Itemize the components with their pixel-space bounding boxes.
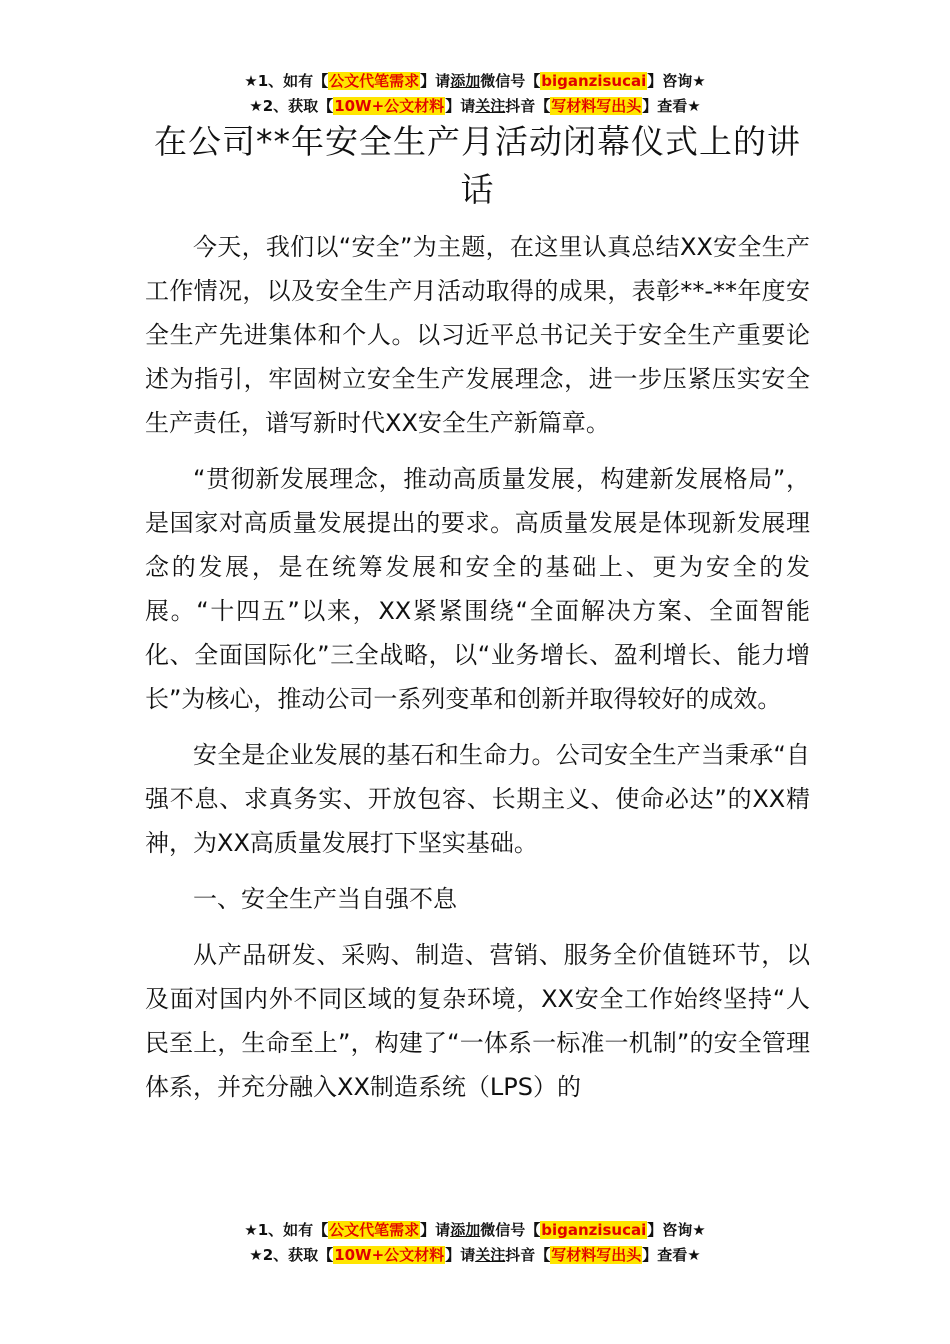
promo-underline: 关注 (475, 97, 506, 115)
promo-highlight: 写材料写出头 (551, 1246, 642, 1264)
document-body (145, 225, 810, 1121)
promo-highlight: 10W+公文材料 (334, 1246, 445, 1264)
promo-banner-bottom (0, 1218, 950, 1268)
promo-highlight: 写材料写出头 (551, 97, 642, 115)
promo-text: ★1、如有【 (244, 1221, 329, 1239)
promo-text: 】请 (420, 1221, 451, 1239)
promo-highlight: 公文代笔需求 (329, 72, 420, 90)
promo-highlight: biganzisucai (541, 72, 647, 90)
promo-text: 】请 (420, 72, 451, 90)
promo-line-1 (0, 1218, 950, 1243)
promo-line-1 (0, 69, 950, 94)
promo-text: 】查看★ (642, 97, 701, 115)
promo-highlight: 10W+公文材料 (334, 97, 445, 115)
promo-text: 】请 (445, 97, 476, 115)
promo-text: 抖音【 (505, 97, 551, 115)
paragraph: 今天，我们以“安全”为主题，在这里认真总结XX安全生产工作情况，以及安全生产月活动取得的成果，表彰**-**年度安全生产先进集体和个人。以习近平总书记关于安全生产重要论述为指引，牢固树立安全生产发展理念，进一步压紧压实安全生产责任，谱写新时代XX安全生产新篇章。 (145, 233, 810, 437)
promo-underline: 添加 (450, 72, 481, 90)
promo-text: 】查看★ (642, 1246, 701, 1264)
promo-line-2 (0, 1243, 950, 1268)
promo-highlight: 公文代笔需求 (329, 1221, 420, 1239)
promo-underline: 添加 (450, 1221, 481, 1239)
promo-highlight: biganzisucai (541, 1221, 647, 1239)
section-heading: 一、安全生产当自强不息 (193, 885, 457, 913)
promo-text: ★2、获取【 (249, 97, 334, 115)
promo-line-2 (0, 94, 950, 119)
promo-underline: 关注 (475, 1246, 506, 1264)
promo-text: 】请 (445, 1246, 476, 1264)
paragraph: “贯彻新发展理念，推动高质量发展，构建新发展格局”，是国家对高质量发展提出的要求。高质量发展是体现新发展理念的发展，是在统筹发展和安全的基础上、更为安全的发展。“十四五”以来，XX紧紧围绕“全面解决方案、全面智能化、全面国际化”三全战略，以“业务增长、盈利增长、能力增长”为核心，推动公司一系列变革和创新并取得较好的成效。 (145, 465, 810, 713)
promo-text: 微信号【 (480, 72, 541, 90)
promo-text: 】咨询★ (647, 72, 706, 90)
promo-text: 抖音【 (505, 1246, 551, 1264)
promo-banner-top (0, 69, 950, 119)
promo-text: 微信号【 (480, 1221, 541, 1239)
promo-text: ★1、如有【 (244, 72, 329, 90)
promo-text: ★2、获取【 (249, 1246, 334, 1264)
paragraph: 从产品研发、采购、制造、营销、服务全价值链环节，以及面对国内外不同区域的复杂环境，XX安全工作始终坚持“人民至上，生命至上”，构建了“一体系一标准一机制”的安全管理体系，并充分融入XX制造系统（LPS）的 (145, 941, 810, 1101)
document-title: 在公司**年安全生产月活动闭幕仪式上的讲话 (154, 122, 801, 209)
promo-text: 】咨询★ (647, 1221, 706, 1239)
paragraph: 安全是企业发展的基石和生命力。公司安全生产当秉承“自强不息、求真务实、开放包容、长期主义、使命必达”的XX精神，为XX高质量发展打下坚实基础。 (145, 741, 810, 857)
